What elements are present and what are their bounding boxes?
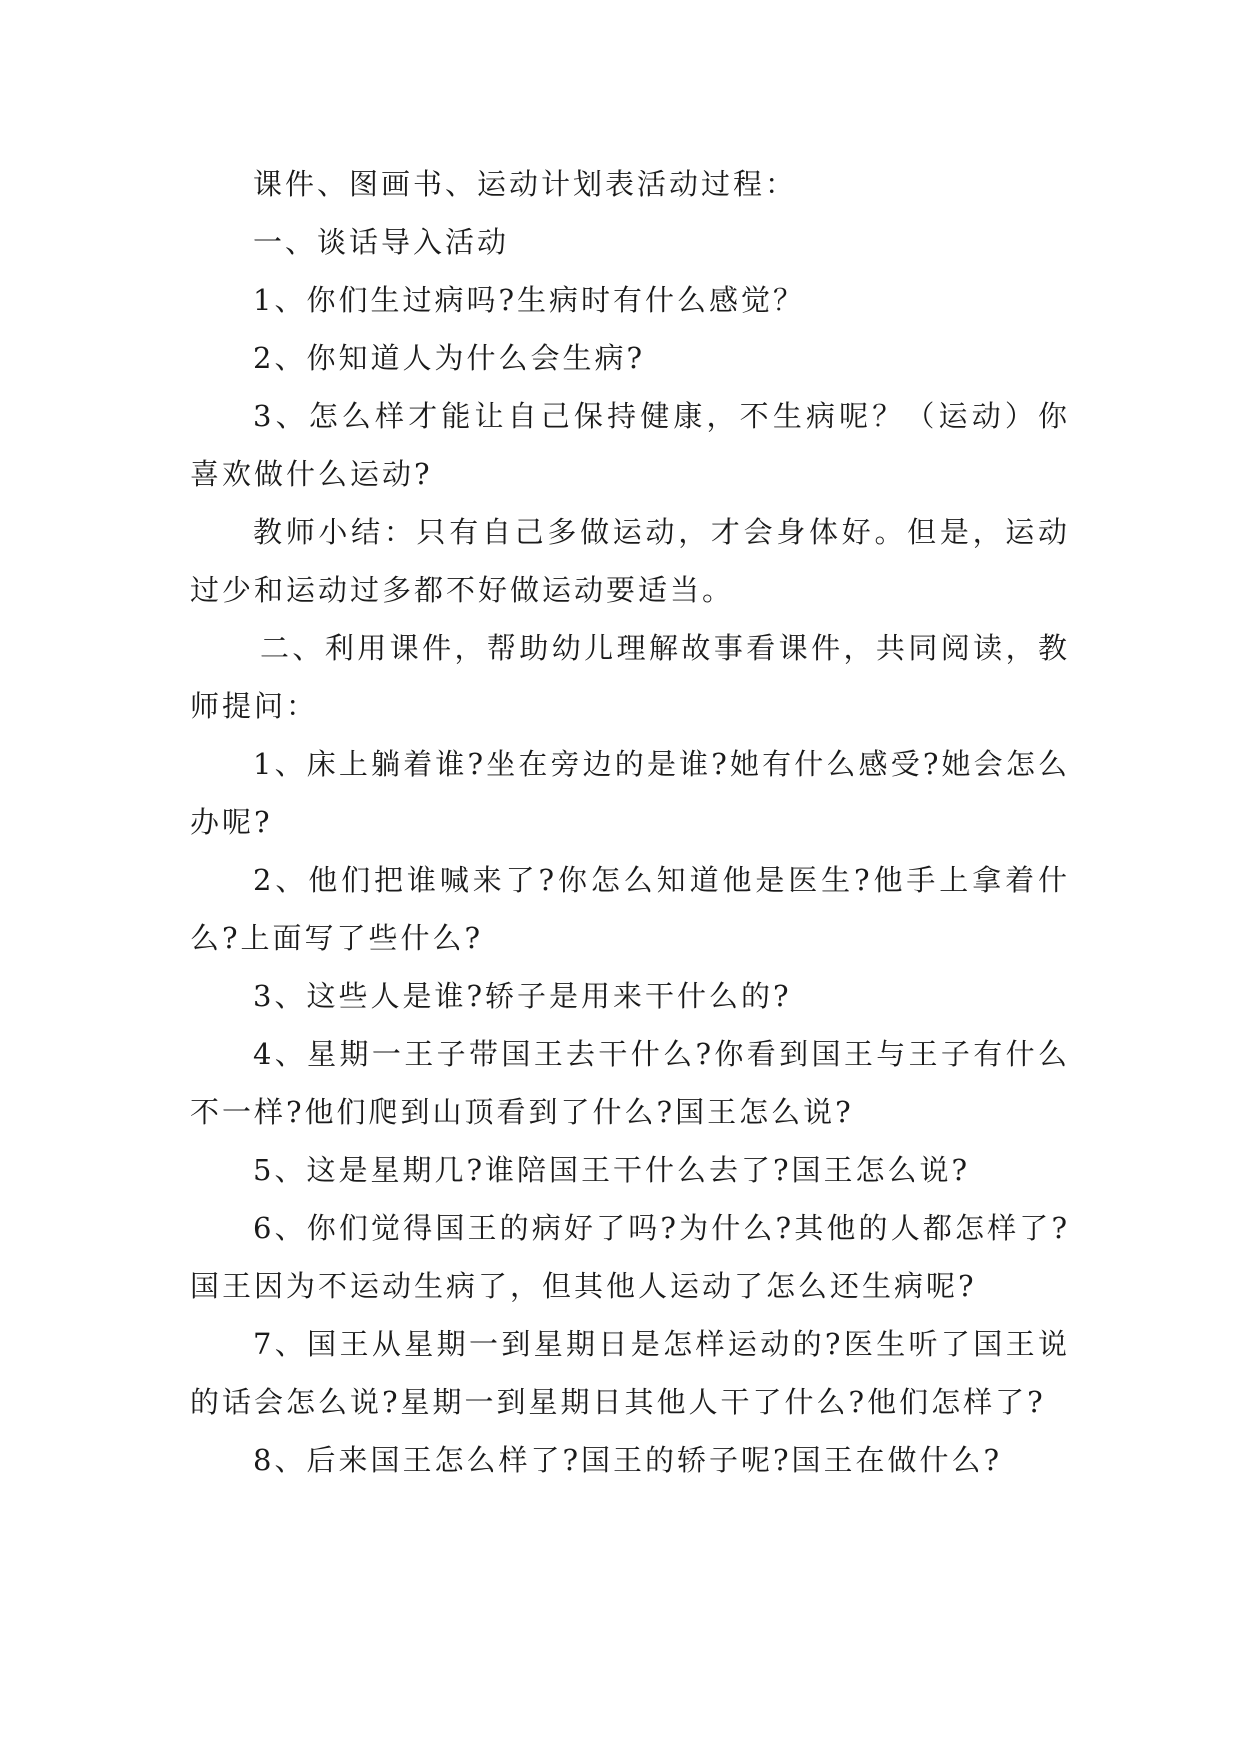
question-2-3: 3、这些人是谁?轿子是用来干什么的? — [253, 979, 792, 1013]
section-heading-2: 二、利用课件，帮助幼儿理解故事看课件，共同阅读，教师提问： — [190, 631, 1070, 723]
question-2-6: 6、你们觉得国王的病好了吗?为什么?其他的人都怎样了?国王因为不运动生病了，但其他人运动了怎么还生病呢? — [190, 1211, 1070, 1303]
section-heading-1: 一、谈话导入活动 — [253, 225, 510, 259]
question-2-8: 8、后来国王怎么样了?国王的轿子呢?国王在做什么? — [253, 1443, 1003, 1477]
question-1-3: 3、怎么样才能让自己保持健康，不生病呢？（运动）你喜欢做什么运动? — [190, 399, 1070, 491]
question-2-4: 4、星期一王子带国王去干什么?你看到国王与王子有什么不一样?他们爬到山顶看到了什么?国王怎么说? — [190, 1037, 1070, 1129]
paragraph-materials: 课件、图画书、运动计划表活动过程： — [253, 167, 798, 201]
question-1-2: 2、你知道人为什么会生病? — [253, 341, 645, 375]
question-1-1: 1、你们生过病吗?生病时有什么感觉？ — [253, 283, 805, 317]
document-body — [190, 155, 1070, 1489]
question-2-7: 7、国王从星期一到星期日是怎样运动的?医生听了国王说的话会怎么说?星期一到星期日其他人干了什么?他们怎样了? — [190, 1327, 1070, 1419]
question-2-5: 5、这是星期几?谁陪国王干什么去了?国王怎么说? — [253, 1153, 971, 1187]
teacher-summary: 教师小结：只有自己多做运动，才会身体好。但是，运动过少和运动过多都不好做运动要适当。 — [190, 515, 1070, 607]
question-2-1: 1、床上躺着谁?坐在旁边的是谁?她有什么感受?她会怎么办呢? — [190, 747, 1070, 839]
question-2-2: 2、他们把谁喊来了?你怎么知道他是医生?他手上拿着什么?上面写了些什么? — [190, 863, 1070, 955]
